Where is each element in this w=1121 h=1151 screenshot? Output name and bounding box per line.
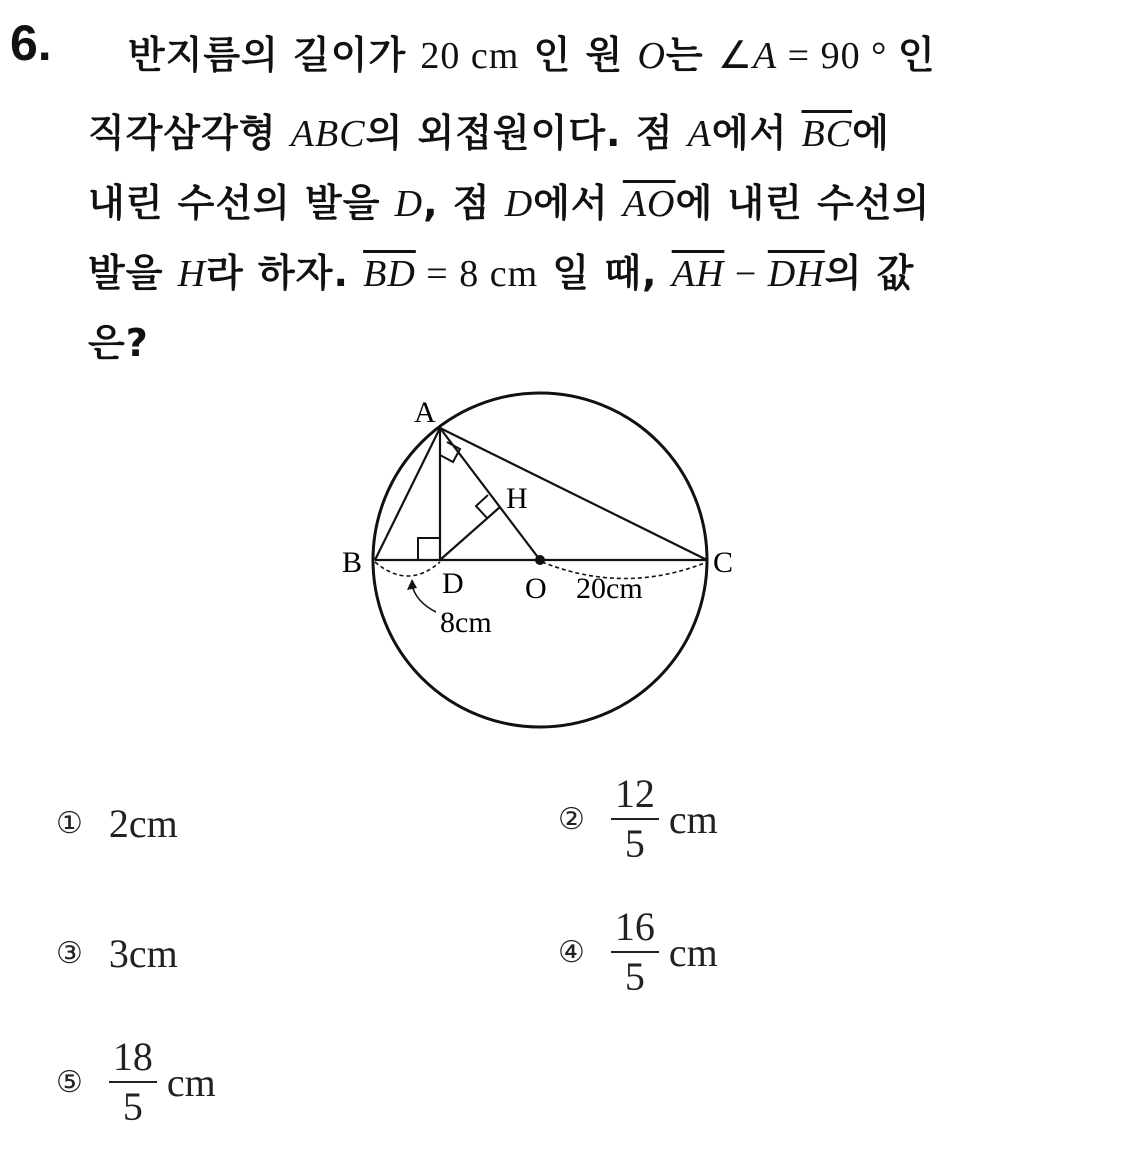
- question-number: 6.: [10, 15, 52, 71]
- bd-length-arc: [375, 562, 440, 576]
- q2-text-4: 에: [852, 111, 890, 155]
- right-angle-mark-h: [476, 495, 488, 518]
- choice-1-value: 2cm: [108, 801, 178, 846]
- choice-4-numerator: 16: [611, 905, 659, 953]
- choice-2-denominator: 5: [624, 821, 645, 866]
- choice-5-marker: ⑤: [56, 1064, 83, 1100]
- q4-segment-bd: $\overline{BD}$: [363, 253, 416, 295]
- question-line-5: [88, 312, 149, 367]
- q2-text-2: 의 외접원이다. 점: [365, 111, 688, 155]
- q4-segment-ah: $\overline{AH}$: [671, 253, 725, 295]
- question-line-3: [88, 172, 930, 227]
- choice-3-value: 3cm: [108, 931, 178, 976]
- label-d: D: [442, 567, 464, 600]
- q1-text-3: 는: [665, 33, 718, 77]
- q3-text-2: , 점: [423, 181, 505, 225]
- q4-text-4: 의 값: [824, 251, 915, 295]
- choice-5-denominator: 5: [122, 1084, 143, 1129]
- q2-segment-bc: $\overline{BC}$: [801, 113, 853, 155]
- q4-minus: −: [724, 253, 768, 295]
- q4-text-2: 라 하자.: [206, 251, 364, 295]
- q4-text-3: 일 때,: [538, 251, 672, 295]
- q4-var-h: H: [177, 253, 207, 295]
- label-b: B: [342, 546, 363, 579]
- q2-text-1: 직각삼각형: [88, 111, 291, 155]
- question-line-1: [128, 24, 936, 79]
- label-bd-length: 8cm: [440, 606, 492, 639]
- choice-4[interactable]: [558, 905, 718, 999]
- choice-2-unit: cm: [668, 796, 718, 842]
- q1-var-a: A: [752, 35, 778, 77]
- segment-ac: [440, 428, 707, 560]
- choice-2-marker: ②: [558, 801, 585, 837]
- choice-2-numerator: 12: [611, 772, 659, 820]
- segment-dh: [440, 507, 500, 560]
- q2-var-a: A: [687, 113, 712, 155]
- q2-var-abc: ABC: [290, 113, 366, 155]
- choice-4-marker: ④: [558, 934, 585, 970]
- question-line-4: [88, 242, 914, 297]
- choice-1-marker: ①: [56, 806, 83, 841]
- choice-3-marker: ③: [56, 936, 83, 971]
- choice-1[interactable]: [56, 800, 178, 847]
- q3-var-d-2: D: [504, 183, 534, 225]
- bd-length-arrowhead: [407, 579, 417, 590]
- label-a: A: [414, 396, 436, 429]
- label-h: H: [506, 482, 528, 515]
- choice-5-unit: cm: [166, 1059, 216, 1105]
- center-point-o: [535, 555, 545, 565]
- q1-text-2: 인 원: [519, 33, 638, 77]
- segment-ab: [375, 428, 440, 560]
- q3-segment-ao: $\overline{AO}$: [622, 183, 676, 225]
- choice-5[interactable]: [56, 1035, 216, 1129]
- q3-text-4: 에 내린 수선의: [675, 181, 931, 225]
- q3-text-1: 내린 수선의 발을: [88, 181, 395, 225]
- q1-text-1: 반지름의 길이가: [128, 33, 421, 77]
- choice-2[interactable]: [558, 772, 718, 866]
- geometry-figure: [320, 380, 740, 744]
- right-angle-mark-d: [418, 538, 440, 560]
- label-o: O: [525, 572, 547, 605]
- q3-text-3: 에서: [533, 181, 623, 225]
- q5-text-1: 은?: [88, 321, 149, 365]
- choice-4-unit: cm: [668, 929, 718, 975]
- choice-5-numerator: 18: [109, 1035, 157, 1083]
- label-c: C: [713, 546, 734, 579]
- geometry-figure-svg: [320, 380, 740, 740]
- label-oc-length: 20cm: [576, 572, 643, 605]
- choice-4-denominator: 5: [624, 954, 645, 999]
- question-line-2: [88, 102, 890, 157]
- q1-text-4: 인: [897, 33, 936, 77]
- bd-length-arrow: [412, 585, 436, 612]
- q1-var-o: O: [637, 35, 666, 77]
- choice-5-fraction: [109, 1035, 157, 1129]
- q4-bd-value: = 8 cm: [415, 253, 539, 295]
- q2-text-3: 에서: [711, 111, 802, 155]
- q1-angle-value: = 90 °: [777, 35, 898, 77]
- choice-4-fraction: [611, 905, 659, 999]
- q1-radius: 20 cm: [420, 35, 520, 77]
- q4-text-1: 발을: [88, 251, 178, 295]
- choice-2-fraction: [611, 772, 659, 866]
- q3-var-d: D: [394, 183, 424, 225]
- q4-segment-dh: $\overline{DH}$: [767, 253, 825, 295]
- q1-angle-symbol: ∠: [717, 35, 753, 77]
- choice-3[interactable]: [56, 930, 178, 977]
